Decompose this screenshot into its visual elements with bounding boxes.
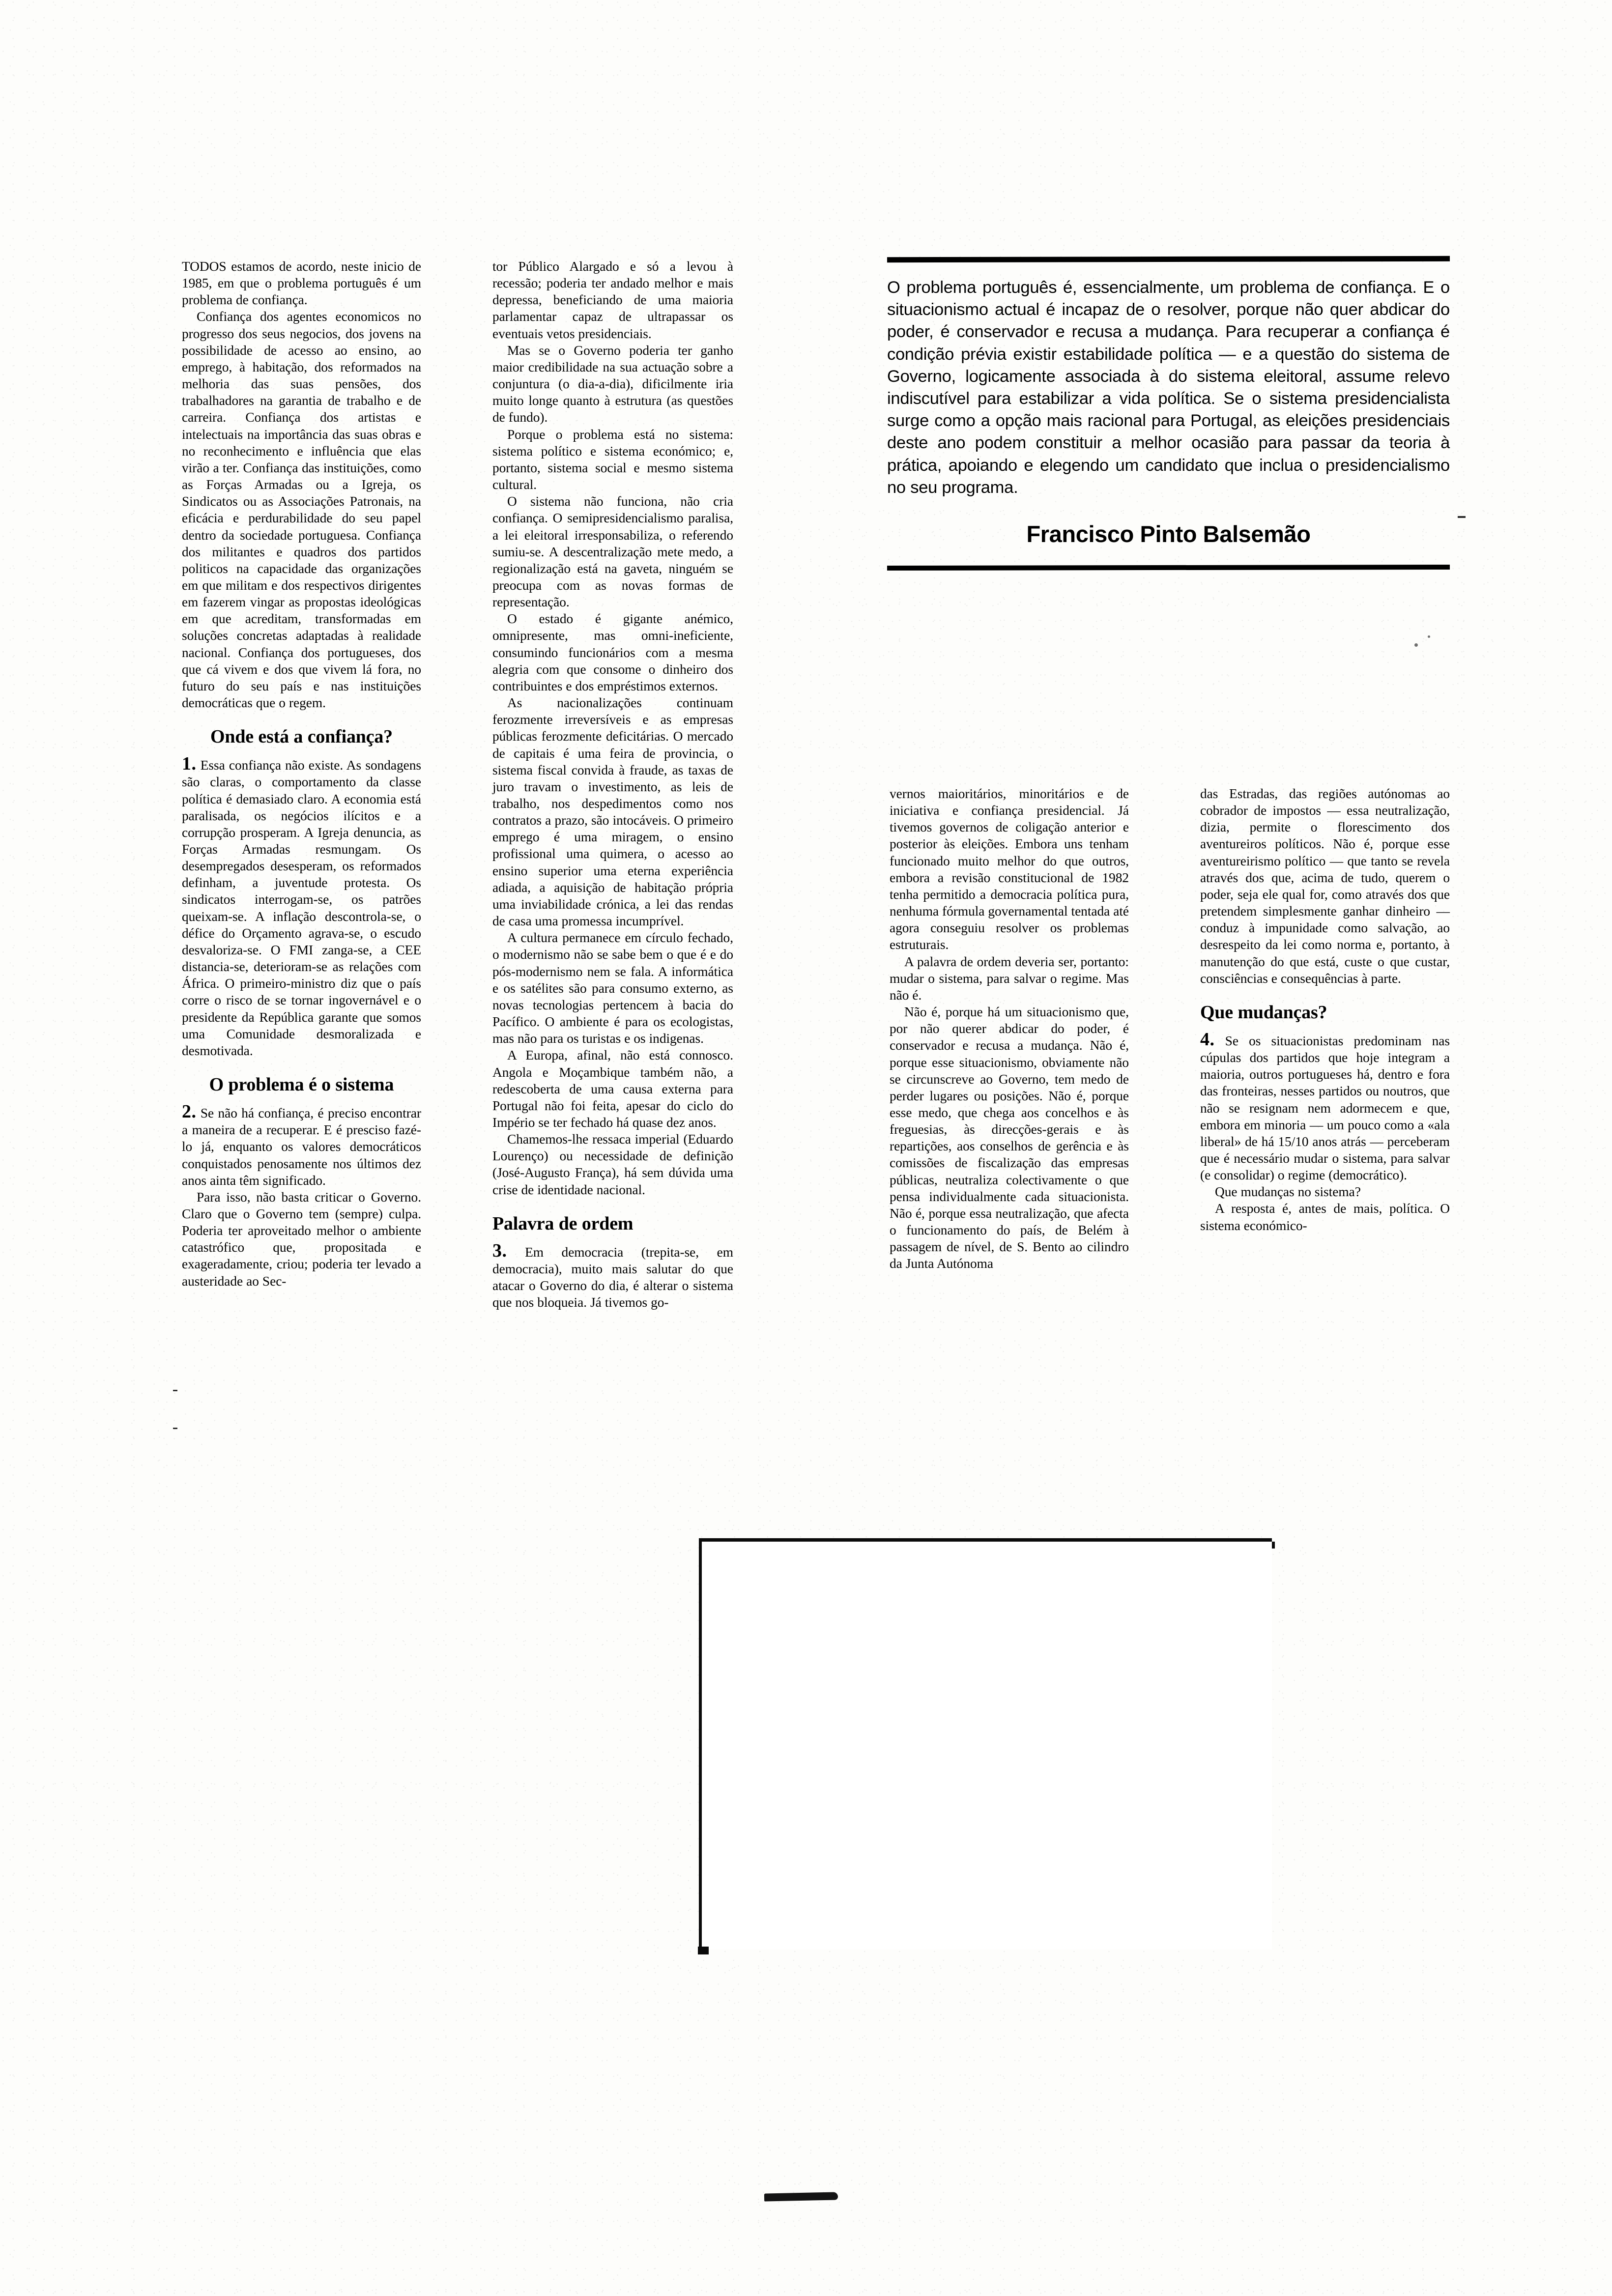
- paragraph-numbered-1: [182, 755, 421, 1059]
- section-heading-onde-esta-a-confianca: Onde está a confiança?: [210, 726, 393, 747]
- paragraph: das Estradas, das regiões autónomas ao cobrador de impostos — essa neutralização, dizia, permite o florescimento dos aventureiros políticos. Não é, porque esse aventureirismo político — que tanto se revela através dos que, acima de tudo, querem o poder, seja ele qual for, como através dos que pretendem simplesmente ganhar dinheiro — conduz à impunidade como salvação, ao desrespeito da lei como norma e, portanto, à manutenção do que está, custe o que custar, consciências e consequências à parte.: [1200, 786, 1450, 986]
- list-number-1: 1.: [182, 753, 197, 775]
- paragraph-numbered-2: [182, 1103, 421, 1189]
- scan-artifact-mark: [173, 1390, 177, 1391]
- standfirst-text: O problema português é, essencialmente, um problema de confiança. E o situacionismo actual é incapaz de o resolver, porque não quer abdicar do poder, é conservador e recusa a mudança. Para recuperar a confiança é condição prévia existir estabilidade política — e a questão do sistema de Governo, logicamente associada à do sistema eleitoral, assume relevo indiscutível para estabilizar a vida política. Se o sistema presidencialista surge como a opção mais racional para Portugal, as eleições presidenciais deste ano podem constituir a melhor ocasião para passar da teoria à prática, apoiando e elegendo um candidato que inclua o presidencialismo no seu programa.: [887, 278, 1450, 497]
- paragraph: Para isso, não basta criticar o Governo. Claro que o Governo tem (sempre) culpa. Poderia ter aproveitado melhor o ambiente catastrófico que, propositada e exageradamente, criou; poderia ter levado a austeridade ao Sec-: [182, 1189, 421, 1289]
- paragraph: O sistema não funciona, não cria confiança. O semipresidencialismo paralisa, a lei eleitoral irresponsabiliza, o referendo sumiu-se. A descentralização mete medo, a regionalização está na gaveta, ninguém se preocupa com as novas formas de representação.: [492, 494, 733, 610]
- section-heading-que-mudancas: Que mudanças?: [1200, 1002, 1327, 1023]
- paragraph: Que mudanças no sistema?: [1215, 1184, 1361, 1200]
- horizontal-rule-top: [887, 256, 1450, 262]
- paragraph: A cultura permanece em círculo fechado, o modernismo não se sabe bem o que é e do pós-modernismo nem se fala. A informática e os satélites são para consumo externo, as novas tecnologias pertencem à bacia do Pacífico. O ambiente é para os ecologistas, mas não para os turistas e os indigenas.: [492, 930, 733, 1046]
- paragraph: Chamemos-lhe ressaca imperial (Eduardo Lourenço) ou necessidade de definição (José-Augusto França), há sem dúvida uma crise de identidade nacional.: [492, 1132, 733, 1197]
- paragraph-numbered-4: [1200, 1031, 1450, 1183]
- list-number-3: 3.: [492, 1240, 507, 1261]
- section-heading-o-problema-e-o-sistema: O problema é o sistema: [209, 1074, 394, 1095]
- paragraph-text: Se não há confiança, é preciso encontrar a maneira de a recuperar. E é presciso fazé-lo já, enquanto os valores democráticos conquistados penosamente nos últimos dez anos ainta têm significado.: [182, 1106, 421, 1188]
- photo-frame-bottom-mark: [698, 1947, 709, 1954]
- paragraph-text: Essa confiança não existe. As sondagens são claras, o comportamento da classe política é demasiado claro. A economia está paralisada, os negócios ilícitos e a corrupção prosperam. A Igreja denuncia, as Forças Armadas resmungam. Os desempregados desesperam, os reformados definham, a juventude protesta. Os sindicatos interrogam-se, os patrões queixam-se. A inflação descontrola-se, o défice do Orçamento agrava-se, o escudo desvaloriza-se. O FMI zanga-se, a CEE distancia-se, deterioram-se as relações com África. O primeiro-ministro diz que o país corre o risco de se tornar ingovernável e o presidente da República garante que somos uma Comunidade desmoralizada e desmotivada.: [182, 758, 422, 1058]
- empty-photo-frame: [699, 1538, 1272, 1950]
- paragraph-text: Em democracia (trepita-se, em democracia), muito mais salutar do que atacar o Governo do dia, é alterar o sistema que nos bloqueia. Já tivemos go-: [492, 1244, 734, 1310]
- list-number-2: 2.: [182, 1101, 197, 1122]
- paragraph: Mas se o Governo poderia ter ganho maior credibilidade na sua actuação sobre a conjuntura (o dia-a-dia), dificilmente iria muito longe quanto à estrutura (as questões de fundo).: [492, 343, 733, 425]
- list-number-4: 4.: [1200, 1029, 1215, 1050]
- article-standfirst-block: [887, 257, 1450, 570]
- paragraph: Porque o problema está no sistema: sistema político e sistema económico; e, portanto, sistema social e mesmo sistema cultural.: [492, 427, 733, 492]
- paragraph: O estado é gigante anémico, omnipresente, mas omni-ineficiente, consumindo funcionários com a mesma alegria com que consome o dinheiro dos contribuintes e dos empréstimos externos.: [492, 611, 733, 693]
- text-column-2: [492, 258, 733, 1311]
- paragraph: Confiança dos agentes economicos no progresso dos seus negocios, dos jovens na possibilidade de acesso ao ensino, ao emprego, à habitação, dos reformados na melhoria das suas pensões, dos trabalhadores na garantia de trabalho e de carreira. Confiança dos artistas e intelectuais na importância das suas obras e no reconhecimento e influência que elas virão a ter. Confiança das instituições, como as Forças Armadas ou a Igreja, os Sindicatos ou as Associações Patronais, na eficácia e perdurabilidade do seu papel dentro da sociedade portuguesa. Confiança dos militantes e quadros dos partidos politicos na capacidade das organizações em que militam e dos respectivos dirigentes em fazerem vingar as propostas ideológicas em que acreditam, transformadas em soluções concretas adaptadas à realidade nacional. Confiança dos portugueses, dos que cá vivem e dos que vivem lá fora, no futuro do seu país e nas instituições democráticas que o regem.: [182, 309, 421, 711]
- text-column-4: [1200, 785, 1450, 1234]
- paragraph: TODOS estamos de acordo, neste inicio de 1985, em que o problema português é um problema de confiança.: [182, 259, 421, 308]
- author-byline: Francisco Pinto Balsemão: [1026, 521, 1311, 547]
- paragraph: A Europa, afinal, não está connosco. Angola e Moçambique também não, a redescoberta de uma causa externa para Portugal não foi feita, apesar do ciclo do Império se ter fechado há quase dez anos.: [492, 1048, 733, 1130]
- photo-frame-corner-mark: [1272, 1542, 1275, 1549]
- scan-artifact-mark: [173, 1428, 177, 1429]
- paragraph: A resposta é, antes de mais, política. O sistema económico-: [1200, 1201, 1450, 1233]
- text-column-3: [890, 785, 1129, 1272]
- scan-artifact-mark: [1458, 516, 1466, 518]
- text-column-1: [182, 258, 421, 1290]
- paragraph: vernos maioritários, minoritários e de iniciativa e confiança presidencial. Já tivemos governos de coligação anterior e posterior às eleições. Embora uns tenham funcionado muito melhor do que outros, embora a revisão constitucional de 1982 tenha permitido a democracia política pura, nenhuma fórmula governamental tentada até agora conseguiu resolver os problemas estruturais.: [890, 786, 1129, 952]
- paragraph-text: Se os situacionistas predominam nas cúpulas dos partidos que hoje integram a maioria, outros portugueses há, dentro e fora das fronteiras, nesses partidos ou noutros, que não se resignam nem adormecem e que, embora em minoria — um pouco como a «ala liberal» de há 15/10 anos atrás — perceberam que é necessário mudar o sistema, para salvar (e consolidar) o regime (democrático).: [1200, 1033, 1450, 1183]
- paragraph-numbered-3: [492, 1242, 733, 1311]
- horizontal-rule-bottom: [887, 565, 1450, 571]
- paragraph: A palavra de ordem deveria ser, portanto: mudar o sistema, para salvar o regime. Mas não é.: [890, 954, 1129, 1003]
- paragraph: tor Público Alargado e só a levou à recessão; poderia ter andado melhor e mais depressa, beneficiando de uma maioria parlamentar capaz de ultrapassar os eventuais vetos presidenciais.: [492, 259, 733, 341]
- section-heading-palavra-de-ordem: Palavra de ordem: [492, 1213, 633, 1234]
- scan-artifact-ink-blot: [764, 2192, 838, 2201]
- paragraph: Não é, porque há um situacionismo que, por não querer abdicar do poder, é conservador e recusa a mudança. Não é, porque esse situacionismo, obviamente não se circunscreve ao Governo, tem medo de perder lugares ou posições. Não é, porque esse medo, que chega aos concelhos e às freguesias, às direcções-gerais e às repartições, aos conselhos de gerência e às comissões de fiscalização das empresas públicas, neutraliza colectivamente o que pensa individualmente cada situacionista. Não é, porque essa neutralização, que afecta o funcionamento do país, de Belém à passagem de nível, de S. Bento ao cilindro da Junta Autónoma: [890, 1004, 1129, 1271]
- paragraph: As nacionalizações continuam ferozmente irreversíveis e as empresas públicas ferozmente deficitárias. O mercado de capitais é uma feira de provincia, o sistema fiscal convida à fraude, as taxas de juro travam o investimento, as leis de trabalho, nos despedimentos como nos contratos a prazo, são intocáveis. O primeiro emprego é uma miragem, o ensino profissional uma quimera, o acesso ao ensino superior uma eterna experiência adiada, a aquisição de habitação própria uma inviabilidade crónica, a lei das rendas de casa uma promessa incumprível.: [492, 695, 733, 929]
